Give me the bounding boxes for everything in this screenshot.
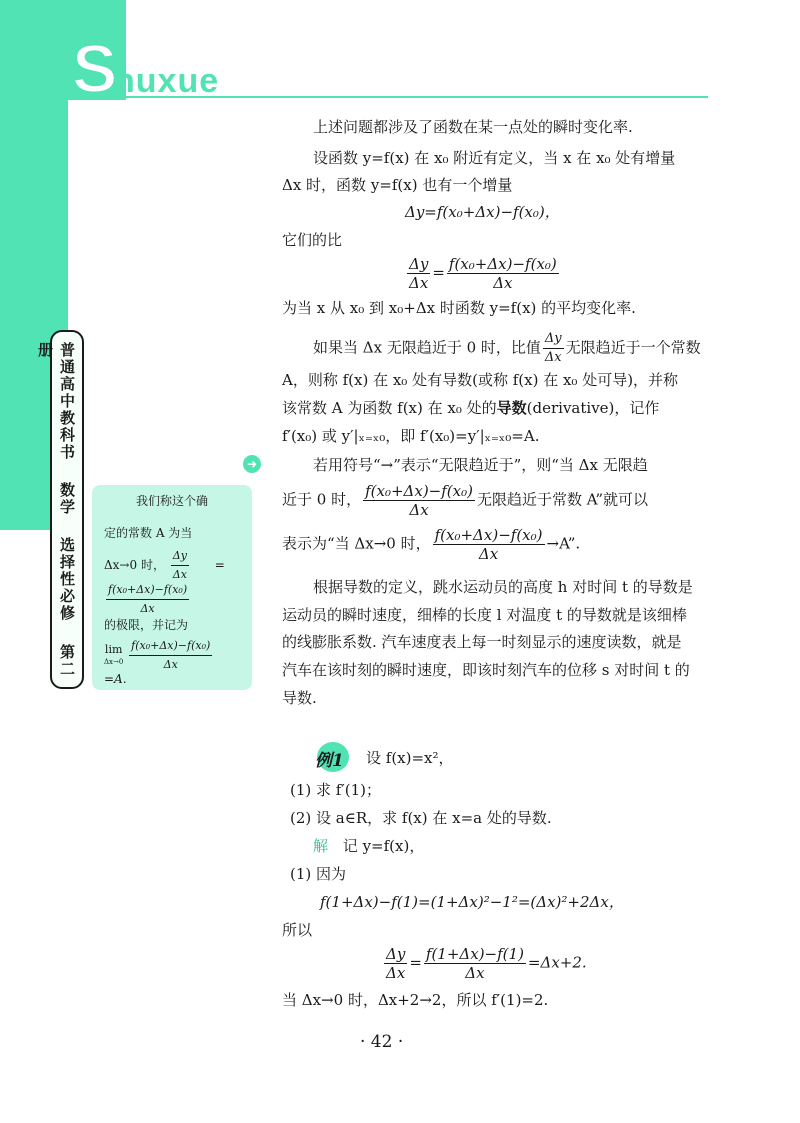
brand-initial: S bbox=[72, 31, 118, 107]
text-span: 近于 0 时， bbox=[282, 490, 362, 509]
note-frac-den: Δx bbox=[163, 658, 178, 671]
brand-text: huxue bbox=[114, 62, 220, 100]
corner-curve bbox=[68, 100, 148, 180]
note-frac-den: Δx bbox=[172, 568, 187, 581]
frac-num: f(1+Δx)−f(1) bbox=[425, 945, 524, 963]
page-number: · 42 · bbox=[360, 1032, 404, 1052]
paragraph-line bbox=[282, 526, 580, 563]
frac-num: f(x₀+Δx)−f(x₀) bbox=[434, 526, 543, 544]
paragraph-line: f′(x₀) 或 y′|ₓ₌ₓ₀，即 f′(x₀)=y′|ₓ₌ₓ₀=A. bbox=[282, 427, 540, 445]
paragraph-line: 根据导数的定义，跳水运动员的高度 h 对时间 t 的导数是 bbox=[313, 578, 693, 596]
frac-den: Δx bbox=[544, 350, 562, 365]
frac-num: Δy bbox=[386, 945, 406, 963]
note-line-5: 的极限，并记为 bbox=[104, 618, 189, 632]
text-span: 如果当 Δx 无限趋近于 0 时，比值 bbox=[313, 338, 541, 357]
paragraph-line bbox=[313, 330, 701, 367]
paragraph-line: 的线膨胀系数. 汽车速度表上每一时刻显示的速度读数，就是 bbox=[282, 633, 682, 651]
note-equals: = bbox=[214, 558, 225, 572]
solution-equation: f(1+Δx)−f(1)=(1+Δx)²−1²=(Δx)²+2Δx， bbox=[320, 893, 624, 911]
text-span: 该常数 A 为函数 f(x) 在 x₀ 处的 bbox=[282, 399, 497, 417]
paragraph-line: 若用符号“→”表示“无限趋近于”，则“当 Δx 无限趋 bbox=[313, 456, 648, 474]
note-line-2: 定的常数 A 为当 bbox=[104, 526, 193, 540]
paragraph-line bbox=[282, 398, 659, 418]
text-span: →A”. bbox=[546, 534, 581, 553]
paragraph-line: 运动员的瞬时速度，细棒的长度 l 对温度 t 的导数就是该细棒 bbox=[282, 606, 687, 624]
note-text: Δx→0 时， bbox=[104, 558, 165, 572]
example-statement: 设 f(x)=x²， bbox=[366, 749, 454, 767]
solution-label: 解 bbox=[313, 837, 329, 855]
frac-den: Δx bbox=[493, 274, 513, 292]
note-line-1: 我们称这个确 bbox=[136, 494, 209, 508]
solution-intro bbox=[313, 836, 424, 856]
solution-line: (1) 因为 bbox=[290, 865, 347, 883]
paragraph-line: 导数. bbox=[282, 689, 317, 707]
subject: 数学 bbox=[58, 482, 76, 517]
course-type: 选择性必修 bbox=[58, 537, 76, 623]
frac-den: Δx bbox=[409, 274, 429, 292]
lim-symbol: lim bbox=[104, 642, 123, 656]
text-span: 无限趋近于一个常数 bbox=[565, 338, 701, 357]
example-question-1: (1) 求 f′(1)； bbox=[290, 781, 381, 799]
solution-conclusion: 当 Δx→0 时，Δx+2→2，所以 f′(1)=2. bbox=[282, 991, 549, 1009]
note-line-7: =A. bbox=[104, 672, 127, 686]
frac-num: f(x₀+Δx)−f(x₀) bbox=[448, 255, 557, 273]
solution-ratio: $\frac{\Delta y}{\Delta x}$ = $\frac{f(1+\Delta x)-f(1)}{\Delta x}$ =Δx+2. bbox=[386, 945, 587, 982]
series-side-tab bbox=[36, 330, 84, 689]
paragraph-line: 汽车在该时刻的瞬时速度，即该时刻汽车的位移 s 对时间 t 的 bbox=[282, 661, 690, 679]
solution-line: 所以 bbox=[282, 921, 313, 939]
term-derivative: 导数 bbox=[496, 399, 527, 417]
example-badge-label: 例1 bbox=[315, 751, 344, 771]
text-span: 无限趋近于常数 A”就可以 bbox=[476, 490, 649, 509]
frac-den: Δx bbox=[409, 501, 429, 519]
frac-den: Δx bbox=[386, 964, 406, 982]
frac-den: Δx bbox=[478, 545, 499, 563]
note-frac-num: f(x₀+Δx)−f(x₀) bbox=[129, 637, 212, 656]
note-frac-num: f(x₀+Δx)−f(x₀) bbox=[106, 581, 189, 600]
margin-note bbox=[92, 485, 252, 690]
paragraph-line: Δx 时，函数 y=f(x) 也有一个增量 bbox=[282, 176, 513, 194]
text-span: 记 y=f(x)， bbox=[342, 837, 425, 855]
paragraph-line: A，则称 f(x) 在 x₀ 处有导数(或称 f(x) 在 x₀ 处可导)，并称 bbox=[282, 371, 679, 389]
equation-ratio: $\frac{\Delta y}{\Delta x}$ = $\frac{\text{f(x₀+Δx)−f(x₀)}}{\Delta x}$ bbox=[409, 255, 557, 292]
example-question-2: (2) 设 a∈R，求 f(x) 在 x=a 处的导数. bbox=[290, 809, 552, 827]
text-span: =Δx+2. bbox=[527, 953, 587, 972]
frac-den: Δx bbox=[465, 964, 485, 982]
volume: 第二册 bbox=[36, 342, 76, 678]
paragraph-line: 它们的比 bbox=[282, 231, 343, 249]
text-span: (derivative)，记作 bbox=[526, 399, 660, 417]
note-arrow-icon: ➜ bbox=[243, 455, 261, 473]
paragraph-line bbox=[282, 482, 648, 519]
example-badge bbox=[313, 742, 353, 772]
frac-num: f(x₀+Δx)−f(x₀) bbox=[365, 482, 473, 500]
note-frac-den: Δx bbox=[140, 602, 155, 615]
lim-subscript: Δx→0 bbox=[104, 657, 124, 666]
frac-num: Δy bbox=[409, 255, 429, 273]
paragraph-line: 为当 x 从 x₀ 到 x₀+Δx 时函数 y=f(x) 的平均变化率. bbox=[282, 299, 636, 317]
paragraph-line: 上述问题都涉及了函数在某一点处的瞬时变化率. bbox=[313, 118, 633, 136]
frac-num: Δy bbox=[543, 330, 564, 349]
text-span: 表示为“当 Δx→0 时， bbox=[282, 534, 431, 553]
paragraph-line: 设函数 y=f(x) 在 x₀ 附近有定义，当 x 在 x₀ 处有增量 bbox=[313, 149, 676, 167]
note-frac-num: Δy bbox=[171, 547, 189, 566]
equation-increment: Δy=f(x₀+Δx)−f(x₀)， bbox=[405, 203, 560, 221]
series-title: 普通高中教科书 bbox=[58, 342, 76, 461]
note-line-3 bbox=[104, 547, 244, 584]
